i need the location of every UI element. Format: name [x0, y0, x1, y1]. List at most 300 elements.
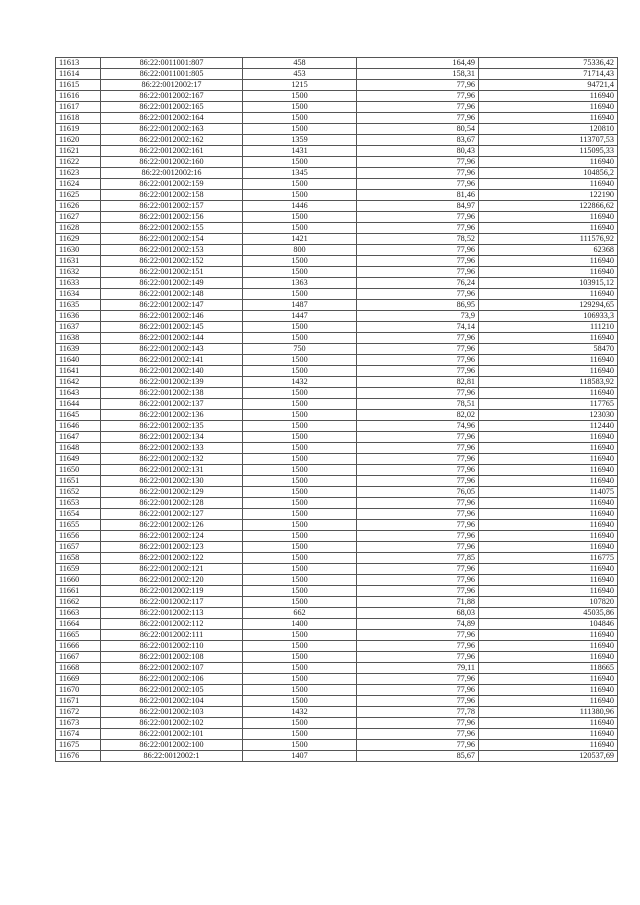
- unit-value-cell: 77,96: [357, 179, 479, 190]
- cadastral-value-cell: 116940: [479, 531, 618, 542]
- row-number-cell: 11618: [56, 113, 101, 124]
- row-number-cell: 11635: [56, 300, 101, 311]
- row-number-cell: 11620: [56, 135, 101, 146]
- area-cell: 1431: [243, 146, 357, 157]
- cadastral-value-cell: 116940: [479, 564, 618, 575]
- table-row: [56, 696, 618, 707]
- cadastral-value-cell: 120810: [479, 124, 618, 135]
- area-cell: 1487: [243, 300, 357, 311]
- cadastral-value-cell: 116940: [479, 465, 618, 476]
- row-number-cell: 11660: [56, 575, 101, 586]
- area-cell: 800: [243, 245, 357, 256]
- area-cell: 1500: [243, 388, 357, 399]
- cadastral-number-cell: 86:22:0012002:147: [101, 300, 243, 311]
- row-number-cell: 11656: [56, 531, 101, 542]
- cadastral-value-cell: 104846: [479, 619, 618, 630]
- unit-value-cell: 77,96: [357, 509, 479, 520]
- cadastral-value-cell: 116940: [479, 652, 618, 663]
- table-row: [56, 465, 618, 476]
- table-row: [56, 729, 618, 740]
- row-number-cell: 11632: [56, 267, 101, 278]
- area-cell: 1400: [243, 619, 357, 630]
- area-cell: 1500: [243, 553, 357, 564]
- unit-value-cell: 77,85: [357, 553, 479, 564]
- unit-value-cell: 77,96: [357, 465, 479, 476]
- row-number-cell: 11631: [56, 256, 101, 267]
- table-row: [56, 608, 618, 619]
- table-row: [56, 443, 618, 454]
- cadastral-number-cell: 86:22:0012002:146: [101, 311, 243, 322]
- row-number-cell: 11622: [56, 157, 101, 168]
- area-cell: 1500: [243, 113, 357, 124]
- row-number-cell: 11655: [56, 520, 101, 531]
- table-row: [56, 157, 618, 168]
- unit-value-cell: 77,96: [357, 223, 479, 234]
- table-row: [56, 520, 618, 531]
- row-number-cell: 11668: [56, 663, 101, 674]
- cadastral-value-cell: 115095,33: [479, 146, 618, 157]
- cadastral-number-cell: 86:22:0012002:137: [101, 399, 243, 410]
- cadastral-value-cell: 116940: [479, 575, 618, 586]
- unit-value-cell: 80,43: [357, 146, 479, 157]
- cadastral-value-cell: 111576,92: [479, 234, 618, 245]
- unit-value-cell: 81,46: [357, 190, 479, 201]
- row-number-cell: 11676: [56, 751, 101, 762]
- cadastral-number-cell: 86:22:0012002:131: [101, 465, 243, 476]
- table-row: [56, 432, 618, 443]
- cadastral-number-cell: 86:22:0012002:121: [101, 564, 243, 575]
- cadastral-value-cell: 116940: [479, 520, 618, 531]
- table-row: [56, 102, 618, 113]
- table-row: [56, 69, 618, 80]
- row-number-cell: 11621: [56, 146, 101, 157]
- cadastral-value-cell: 116940: [479, 179, 618, 190]
- row-number-cell: 11650: [56, 465, 101, 476]
- table-row: [56, 168, 618, 179]
- cadastral-value-cell: 116940: [479, 443, 618, 454]
- unit-value-cell: 77,96: [357, 289, 479, 300]
- cadastral-value-cell: 116940: [479, 355, 618, 366]
- area-cell: 1500: [243, 630, 357, 641]
- table-row: [56, 399, 618, 410]
- cadastral-value-cell: 116940: [479, 223, 618, 234]
- area-cell: 1500: [243, 267, 357, 278]
- cadastral-number-cell: 86:22:0012002:164: [101, 113, 243, 124]
- area-cell: 1500: [243, 355, 357, 366]
- unit-value-cell: 74,89: [357, 619, 479, 630]
- table-row: [56, 289, 618, 300]
- cadastral-value-cell: 116940: [479, 498, 618, 509]
- row-number-cell: 11640: [56, 355, 101, 366]
- cadastral-number-cell: 86:22:0012002:133: [101, 443, 243, 454]
- cadastral-number-cell: 86:22:0012002:17: [101, 80, 243, 91]
- table-row: [56, 355, 618, 366]
- cadastral-number-cell: 86:22:0012002:126: [101, 520, 243, 531]
- unit-value-cell: 77,78: [357, 707, 479, 718]
- area-cell: 1500: [243, 663, 357, 674]
- area-cell: 662: [243, 608, 357, 619]
- row-number-cell: 11651: [56, 476, 101, 487]
- unit-value-cell: 77,96: [357, 212, 479, 223]
- row-number-cell: 11623: [56, 168, 101, 179]
- cadastral-number-cell: 86:22:0012002:154: [101, 234, 243, 245]
- table-row: [56, 421, 618, 432]
- row-number-cell: 11629: [56, 234, 101, 245]
- area-cell: 1500: [243, 498, 357, 509]
- row-number-cell: 11670: [56, 685, 101, 696]
- row-number-cell: 11673: [56, 718, 101, 729]
- row-number-cell: 11627: [56, 212, 101, 223]
- row-number-cell: 11638: [56, 333, 101, 344]
- cadastral-value-cell: 116940: [479, 333, 618, 344]
- cadastral-number-cell: 86:22:0012002:151: [101, 267, 243, 278]
- cadastral-number-cell: 86:22:0012002:156: [101, 212, 243, 223]
- cadastral-number-cell: 86:22:0012002:155: [101, 223, 243, 234]
- table-row: [56, 223, 618, 234]
- table-row: [56, 674, 618, 685]
- row-number-cell: 11619: [56, 124, 101, 135]
- area-cell: 750: [243, 344, 357, 355]
- unit-value-cell: 77,96: [357, 476, 479, 487]
- area-cell: 1500: [243, 597, 357, 608]
- table-row: [56, 80, 618, 91]
- cadastral-value-cell: 116940: [479, 366, 618, 377]
- row-number-cell: 11658: [56, 553, 101, 564]
- area-cell: 1500: [243, 586, 357, 597]
- table-row: [56, 487, 618, 498]
- cadastral-number-cell: 86:22:0012002:132: [101, 454, 243, 465]
- area-cell: 1500: [243, 333, 357, 344]
- row-number-cell: 11663: [56, 608, 101, 619]
- unit-value-cell: 80,54: [357, 124, 479, 135]
- cadastral-value-table: [55, 57, 618, 762]
- cadastral-value-cell: 122190: [479, 190, 618, 201]
- row-number-cell: 11657: [56, 542, 101, 553]
- cadastral-value-cell: 113707,53: [479, 135, 618, 146]
- table-row: [56, 366, 618, 377]
- table-row: [56, 300, 618, 311]
- unit-value-cell: 77,96: [357, 102, 479, 113]
- cadastral-number-cell: 86:22:0012002:140: [101, 366, 243, 377]
- cadastral-value-cell: 116940: [479, 509, 618, 520]
- table-row: [56, 124, 618, 135]
- table-row: [56, 641, 618, 652]
- cadastral-number-cell: 86:22:0012002:106: [101, 674, 243, 685]
- area-cell: 1500: [243, 542, 357, 553]
- unit-value-cell: 83,67: [357, 135, 479, 146]
- cadastral-value-cell: 117765: [479, 399, 618, 410]
- area-cell: 1500: [243, 476, 357, 487]
- area-cell: 1500: [243, 575, 357, 586]
- row-number-cell: 11637: [56, 322, 101, 333]
- cadastral-number-cell: 86:22:0012002:123: [101, 542, 243, 553]
- row-number-cell: 11649: [56, 454, 101, 465]
- cadastral-number-cell: 86:22:0012002:101: [101, 729, 243, 740]
- cadastral-number-cell: 86:22:0011001:807: [101, 58, 243, 69]
- row-number-cell: 11645: [56, 410, 101, 421]
- row-number-cell: 11659: [56, 564, 101, 575]
- cadastral-number-cell: 86:22:0012002:135: [101, 421, 243, 432]
- unit-value-cell: 77,96: [357, 641, 479, 652]
- cadastral-value-cell: 116940: [479, 685, 618, 696]
- area-cell: 1500: [243, 454, 357, 465]
- table-row: [56, 652, 618, 663]
- unit-value-cell: 77,96: [357, 80, 479, 91]
- table-row: [56, 498, 618, 509]
- unit-value-cell: 77,96: [357, 333, 479, 344]
- unit-value-cell: 78,51: [357, 399, 479, 410]
- area-cell: 1500: [243, 322, 357, 333]
- table-row: [56, 234, 618, 245]
- table-row: [56, 454, 618, 465]
- row-number-cell: 11626: [56, 201, 101, 212]
- unit-value-cell: 77,96: [357, 443, 479, 454]
- cadastral-number-cell: 86:22:0012002:145: [101, 322, 243, 333]
- cadastral-number-cell: 86:22:0012002:107: [101, 663, 243, 674]
- area-cell: 1500: [243, 718, 357, 729]
- cadastral-number-cell: 86:22:0012002:111: [101, 630, 243, 641]
- unit-value-cell: 77,96: [357, 498, 479, 509]
- cadastral-value-cell: 116940: [479, 432, 618, 443]
- table-row: [56, 179, 618, 190]
- row-number-cell: 11616: [56, 91, 101, 102]
- area-cell: 1215: [243, 80, 357, 91]
- unit-value-cell: 68,03: [357, 608, 479, 619]
- unit-value-cell: 76,05: [357, 487, 479, 498]
- table-row: [56, 91, 618, 102]
- table-row: [56, 564, 618, 575]
- area-cell: 1500: [243, 465, 357, 476]
- row-number-cell: 11671: [56, 696, 101, 707]
- cadastral-value-cell: 129294,65: [479, 300, 618, 311]
- unit-value-cell: 77,96: [357, 652, 479, 663]
- table-body: [56, 58, 618, 762]
- cadastral-value-cell: 116940: [479, 542, 618, 553]
- cadastral-value-cell: 123030: [479, 410, 618, 421]
- area-cell: 1500: [243, 289, 357, 300]
- row-number-cell: 11675: [56, 740, 101, 751]
- unit-value-cell: 76,24: [357, 278, 479, 289]
- row-number-cell: 11641: [56, 366, 101, 377]
- row-number-cell: 11644: [56, 399, 101, 410]
- cadastral-value-cell: 104856,2: [479, 168, 618, 179]
- cadastral-number-cell: 86:22:0012002:119: [101, 586, 243, 597]
- cadastral-value-cell: 103915,12: [479, 278, 618, 289]
- unit-value-cell: 77,96: [357, 740, 479, 751]
- unit-value-cell: 84,97: [357, 201, 479, 212]
- table-row: [56, 278, 618, 289]
- unit-value-cell: 77,96: [357, 454, 479, 465]
- cadastral-value-cell: 120537,69: [479, 751, 618, 762]
- unit-value-cell: 74,14: [357, 322, 479, 333]
- cadastral-value-cell: 122866,62: [479, 201, 618, 212]
- area-cell: 1345: [243, 168, 357, 179]
- cadastral-value-cell: 116940: [479, 729, 618, 740]
- area-cell: 1500: [243, 696, 357, 707]
- row-number-cell: 11647: [56, 432, 101, 443]
- cadastral-number-cell: 86:22:0012002:103: [101, 707, 243, 718]
- cadastral-number-cell: 86:22:0012002:110: [101, 641, 243, 652]
- row-number-cell: 11634: [56, 289, 101, 300]
- cadastral-value-cell: 116775: [479, 553, 618, 564]
- row-number-cell: 11630: [56, 245, 101, 256]
- cadastral-number-cell: 86:22:0012002:102: [101, 718, 243, 729]
- row-number-cell: 11628: [56, 223, 101, 234]
- unit-value-cell: 77,96: [357, 520, 479, 531]
- row-number-cell: 11654: [56, 509, 101, 520]
- cadastral-number-cell: 86:22:0012002:130: [101, 476, 243, 487]
- cadastral-number-cell: 86:22:0012002:153: [101, 245, 243, 256]
- row-number-cell: 11636: [56, 311, 101, 322]
- area-cell: 1421: [243, 234, 357, 245]
- row-number-cell: 11653: [56, 498, 101, 509]
- cadastral-value-cell: 116940: [479, 91, 618, 102]
- unit-value-cell: 74,96: [357, 421, 479, 432]
- area-cell: 1500: [243, 212, 357, 223]
- area-cell: 1500: [243, 91, 357, 102]
- row-number-cell: 11672: [56, 707, 101, 718]
- cadastral-number-cell: 86:22:0011001:805: [101, 69, 243, 80]
- row-number-cell: 11646: [56, 421, 101, 432]
- unit-value-cell: 79,11: [357, 663, 479, 674]
- unit-value-cell: 82,81: [357, 377, 479, 388]
- table-row: [56, 509, 618, 520]
- cadastral-value-cell: 107820: [479, 597, 618, 608]
- cadastral-number-cell: 86:22:0012002:157: [101, 201, 243, 212]
- unit-value-cell: 82,02: [357, 410, 479, 421]
- unit-value-cell: 71,88: [357, 597, 479, 608]
- row-number-cell: 11614: [56, 69, 101, 80]
- table-row: [56, 553, 618, 564]
- unit-value-cell: 164,49: [357, 58, 479, 69]
- unit-value-cell: 85,67: [357, 751, 479, 762]
- area-cell: 1500: [243, 399, 357, 410]
- unit-value-cell: 77,96: [357, 674, 479, 685]
- area-cell: 1500: [243, 256, 357, 267]
- area-cell: 1500: [243, 520, 357, 531]
- table-row: [56, 707, 618, 718]
- table-row: [56, 146, 618, 157]
- area-cell: 453: [243, 69, 357, 80]
- cadastral-value-cell: 116940: [479, 454, 618, 465]
- cadastral-number-cell: 86:22:0012002:122: [101, 553, 243, 564]
- cadastral-value-cell: 116940: [479, 674, 618, 685]
- table-row: [56, 135, 618, 146]
- cadastral-number-cell: 86:22:0012002:138: [101, 388, 243, 399]
- row-number-cell: 11617: [56, 102, 101, 113]
- table-row: [56, 663, 618, 674]
- cadastral-number-cell: 86:22:0012002:113: [101, 608, 243, 619]
- cadastral-value-cell: 111380,96: [479, 707, 618, 718]
- table-row: [56, 322, 618, 333]
- row-number-cell: 11625: [56, 190, 101, 201]
- area-cell: 1407: [243, 751, 357, 762]
- unit-value-cell: 77,96: [357, 575, 479, 586]
- cadastral-value-cell: 118583,92: [479, 377, 618, 388]
- row-number-cell: 11615: [56, 80, 101, 91]
- area-cell: 1446: [243, 201, 357, 212]
- area-cell: 1500: [243, 652, 357, 663]
- cadastral-value-cell: 75336,42: [479, 58, 618, 69]
- row-number-cell: 11661: [56, 586, 101, 597]
- unit-value-cell: 77,96: [357, 344, 479, 355]
- area-cell: 1432: [243, 377, 357, 388]
- unit-value-cell: 77,96: [357, 685, 479, 696]
- table-row: [56, 531, 618, 542]
- unit-value-cell: 77,96: [357, 267, 479, 278]
- cadastral-number-cell: 86:22:0012002:139: [101, 377, 243, 388]
- cadastral-value-cell: 71714,43: [479, 69, 618, 80]
- cadastral-number-cell: 86:22:0012002:112: [101, 619, 243, 630]
- table-row: [56, 597, 618, 608]
- cadastral-number-cell: 86:22:0012002:117: [101, 597, 243, 608]
- cadastral-value-cell: 116940: [479, 289, 618, 300]
- area-cell: 1500: [243, 421, 357, 432]
- table-row: [56, 212, 618, 223]
- unit-value-cell: 77,96: [357, 157, 479, 168]
- cadastral-value-cell: 114075: [479, 487, 618, 498]
- row-number-cell: 11648: [56, 443, 101, 454]
- cadastral-number-cell: 86:22:0012002:108: [101, 652, 243, 663]
- cadastral-number-cell: 86:22:0012002:152: [101, 256, 243, 267]
- cadastral-number-cell: 86:22:0012002:158: [101, 190, 243, 201]
- row-number-cell: 11674: [56, 729, 101, 740]
- area-cell: 1500: [243, 740, 357, 751]
- table-row: [56, 476, 618, 487]
- area-cell: 1500: [243, 366, 357, 377]
- unit-value-cell: 77,96: [357, 91, 479, 102]
- area-cell: 1500: [243, 487, 357, 498]
- unit-value-cell: 158,31: [357, 69, 479, 80]
- row-number-cell: 11613: [56, 58, 101, 69]
- cadastral-number-cell: 86:22:0012002:128: [101, 498, 243, 509]
- cadastral-number-cell: 86:22:0012002:136: [101, 410, 243, 421]
- cadastral-value-cell: 116940: [479, 630, 618, 641]
- cadastral-number-cell: 86:22:0012002:148: [101, 289, 243, 300]
- cadastral-value-cell: 116940: [479, 641, 618, 652]
- cadastral-number-cell: 86:22:0012002:1: [101, 751, 243, 762]
- cadastral-value-cell: 116940: [479, 267, 618, 278]
- area-cell: 1500: [243, 674, 357, 685]
- row-number-cell: 11652: [56, 487, 101, 498]
- area-cell: 1500: [243, 157, 357, 168]
- row-number-cell: 11633: [56, 278, 101, 289]
- cadastral-number-cell: 86:22:0012002:134: [101, 432, 243, 443]
- cadastral-number-cell: 86:22:0012002:161: [101, 146, 243, 157]
- area-cell: 1500: [243, 410, 357, 421]
- cadastral-value-cell: 116940: [479, 102, 618, 113]
- table-row: [56, 256, 618, 267]
- cadastral-number-cell: 86:22:0012002:124: [101, 531, 243, 542]
- unit-value-cell: 86,95: [357, 300, 479, 311]
- cadastral-value-cell: 106933,3: [479, 311, 618, 322]
- area-cell: 1500: [243, 509, 357, 520]
- area-cell: 1500: [243, 432, 357, 443]
- area-cell: 1500: [243, 685, 357, 696]
- area-cell: 1359: [243, 135, 357, 146]
- area-cell: 1500: [243, 179, 357, 190]
- cadastral-number-cell: 86:22:0012002:127: [101, 509, 243, 520]
- cadastral-number-cell: 86:22:0012002:162: [101, 135, 243, 146]
- cadastral-value-cell: 116940: [479, 476, 618, 487]
- cadastral-number-cell: 86:22:0012002:144: [101, 333, 243, 344]
- cadastral-number-cell: 86:22:0012002:105: [101, 685, 243, 696]
- cadastral-value-cell: 116940: [479, 256, 618, 267]
- unit-value-cell: 77,96: [357, 245, 479, 256]
- row-number-cell: 11664: [56, 619, 101, 630]
- area-cell: 1432: [243, 707, 357, 718]
- cadastral-value-cell: 112440: [479, 421, 618, 432]
